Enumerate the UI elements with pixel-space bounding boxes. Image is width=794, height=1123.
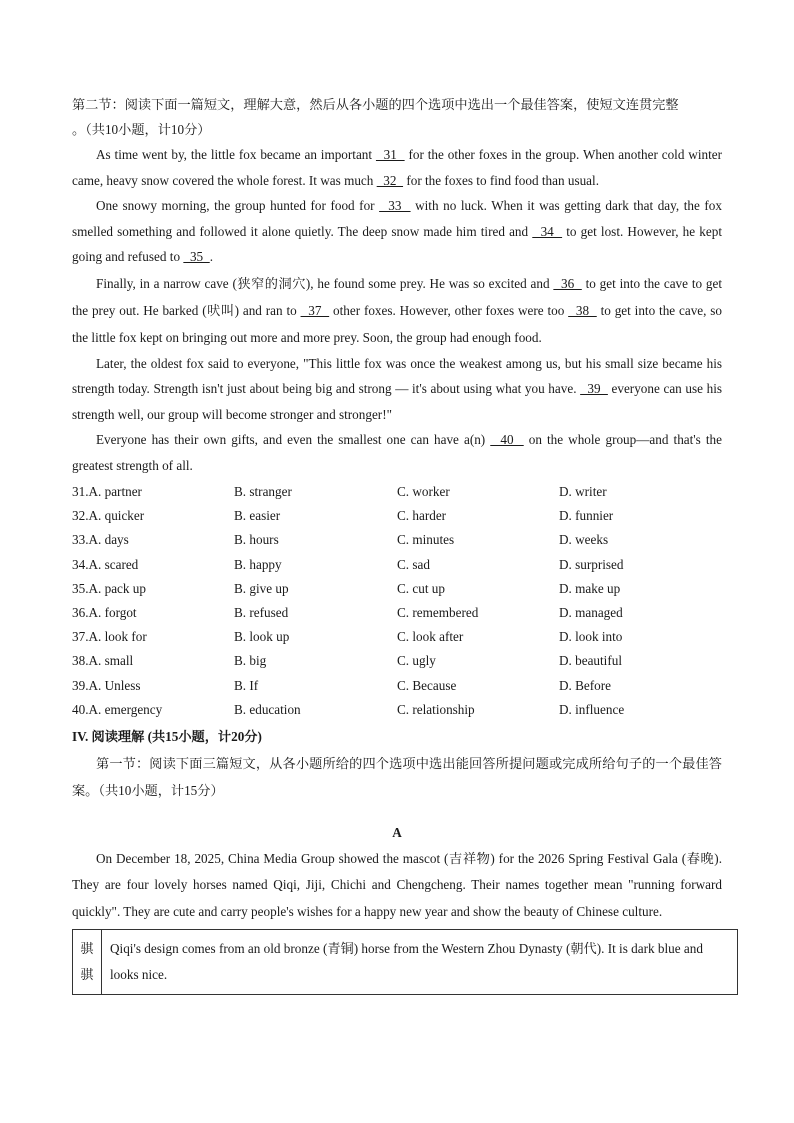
- option-31-a: 31.A. partner: [72, 484, 142, 499]
- option-row-39: [72, 674, 722, 698]
- section2-note: 。（共10小题，计10分）: [72, 122, 211, 137]
- part4-heading: IV. 阅读理解 (共15小题，计20分): [72, 728, 262, 744]
- option-40-b: B. education: [234, 701, 301, 717]
- option-33-d: D. weeks: [559, 532, 609, 548]
- mascot-table: [72, 929, 738, 995]
- option-34-b: B. happy: [234, 556, 282, 572]
- mascot-name-cell: [73, 930, 102, 994]
- answer-options: [72, 480, 722, 722]
- option-36-b: B. refused: [234, 604, 289, 620]
- option-33-a: 33.A. days: [72, 532, 129, 548]
- option-38-a: 38.A. small: [72, 653, 134, 669]
- blank-38: 38: [568, 302, 597, 318]
- option-31-b: B. stranger: [234, 484, 292, 499]
- option-40-d: D. influence: [559, 701, 625, 717]
- passage-a-label: A: [392, 824, 402, 840]
- blank-31: 31: [375, 147, 405, 162]
- mascot-name-char-1: 骐: [80, 941, 94, 957]
- option-37-a: 37.A. look for: [72, 629, 147, 645]
- option-37-d: D. look into: [559, 629, 623, 645]
- exam-page: [72, 92, 722, 995]
- blank-33: 33: [379, 198, 411, 213]
- option-36-c: C. remembered: [397, 604, 479, 620]
- option-32-a: 32.A. quicker: [72, 508, 145, 524]
- section2-title: 第二节：阅读下面一篇短文，理解大意，然后从各小题的四个选项中选出一个最佳答案，使短文连贯完整: [72, 97, 679, 112]
- option-35-d: D. make up: [559, 580, 621, 596]
- option-35-a: 35.A. pack up: [72, 580, 146, 596]
- mascot-name-char-2: 骐: [80, 967, 94, 983]
- cloze-paragraph-2: One snowy morning, the group hunted for food for 33 with no luck. When it was getting dark that day, the fox smelled something and followed it alone quietly. The deep snow made him tired and 34 to get lost. However, he kept going and refused to 35 .: [72, 198, 722, 264]
- option-row-33: [72, 528, 722, 552]
- option-32-b: B. easier: [234, 508, 281, 524]
- blank-40: 40: [490, 432, 524, 447]
- option-40-a: 40.A. emergency: [72, 701, 163, 717]
- option-37-c: C. look after: [397, 629, 464, 645]
- option-39-d: D. Before: [559, 677, 611, 693]
- option-38-b: B. big: [234, 653, 267, 669]
- option-row-37: [72, 625, 722, 649]
- option-36-a: 36.A. forgot: [72, 604, 137, 620]
- blank-35: 35: [183, 249, 210, 264]
- option-row-32: [72, 504, 722, 528]
- option-39-a: 39.A. Unless: [72, 677, 141, 693]
- cloze-paragraph-1: As time went by, the little fox became an important 31 for the other foxes in the group. When another cold winter came, heavy snow covered the whole forest. It was much 32 for the foxes to find food than usual.: [72, 147, 722, 188]
- option-31-c: C. worker: [397, 484, 450, 499]
- section2-instructions: [72, 92, 722, 142]
- option-32-c: C. harder: [397, 508, 447, 524]
- option-row-34: [72, 553, 722, 577]
- option-38-c: C. ugly: [397, 653, 436, 669]
- option-32-d: D. funnier: [559, 508, 614, 524]
- blank-34: 34: [532, 223, 563, 239]
- cloze-paragraph-4: Later, the oldest fox said to everyone, "This little fox was once the weakest among us, but his small size became his strength today. Strength isn't just about being big and strong — it's about using what you have. 39 everyone can use his strength well, our group will become stronger and stronger!": [72, 355, 723, 422]
- option-39-b: B. If: [234, 677, 259, 693]
- option-39-c: C. Because: [397, 677, 457, 693]
- blank-32: 32: [376, 172, 404, 188]
- option-34-d: D. surprised: [559, 556, 624, 572]
- option-38-d: D. beautiful: [559, 653, 622, 669]
- passage-a-text: On December 18, 2025, China Media Group showed the mascot (吉祥物) for the 2026 Spring Festival Gala (春晚). They are four lovely horses named Qiqi, Jiji, Chichi and Chengcheng. Their names together mean "running forward quickly". They are cute and carry people's wishes for a happy new year and show the beauty of Chinese culture.: [72, 850, 722, 919]
- option-row-36: [72, 601, 722, 625]
- option-row-35: [72, 577, 722, 601]
- cloze-paragraph-5: Everyone has their own gifts, and even the smallest one can have a(n) 40 on the whole group—and that's the greatest strength of all.: [72, 432, 722, 473]
- option-34-c: C. sad: [397, 556, 430, 572]
- option-40-c: C. relationship: [397, 701, 475, 717]
- blank-36: 36: [553, 275, 582, 291]
- option-33-b: B. hours: [234, 532, 279, 548]
- option-35-c: C. cut up: [397, 580, 445, 596]
- mascot-description-cell: Qiqi's design comes from an old bronze (青铜) horse from the Western Zhou Dynasty (朝代). It is dark blue and looks nice.: [110, 941, 703, 983]
- option-35-b: B. give up: [234, 580, 289, 596]
- option-31-d: D. writer: [559, 484, 607, 499]
- option-34-a: 34.A. scared: [72, 556, 139, 572]
- option-36-d: D. managed: [559, 604, 623, 620]
- option-33-c: C. minutes: [397, 532, 455, 548]
- blank-37: 37: [300, 302, 330, 318]
- option-row-38: [72, 649, 722, 673]
- blank-39: 39: [580, 381, 608, 396]
- option-row-31: [72, 480, 722, 504]
- option-37-b: B. look up: [234, 629, 290, 645]
- part4-section1-instructions: 第一节：阅读下面三篇短文，从各小题所给的四个选项中选出能回答所提问题或完成所给句子的一个最佳答案。（共10小题，计15分）: [72, 755, 722, 798]
- option-row-40: [72, 698, 722, 722]
- cloze-paragraph-3: Finally, in a narrow cave (狭窄的洞穴), he found some prey. He was so excited and 36 to get into the cave to get the prey out. He barked (吠叫) and ran to 37 other foxes. However, other foxes were too 38 to get into the cave, so the little fox kept on bringing out more and more prey. Soon, the group had enough food.: [72, 275, 723, 345]
